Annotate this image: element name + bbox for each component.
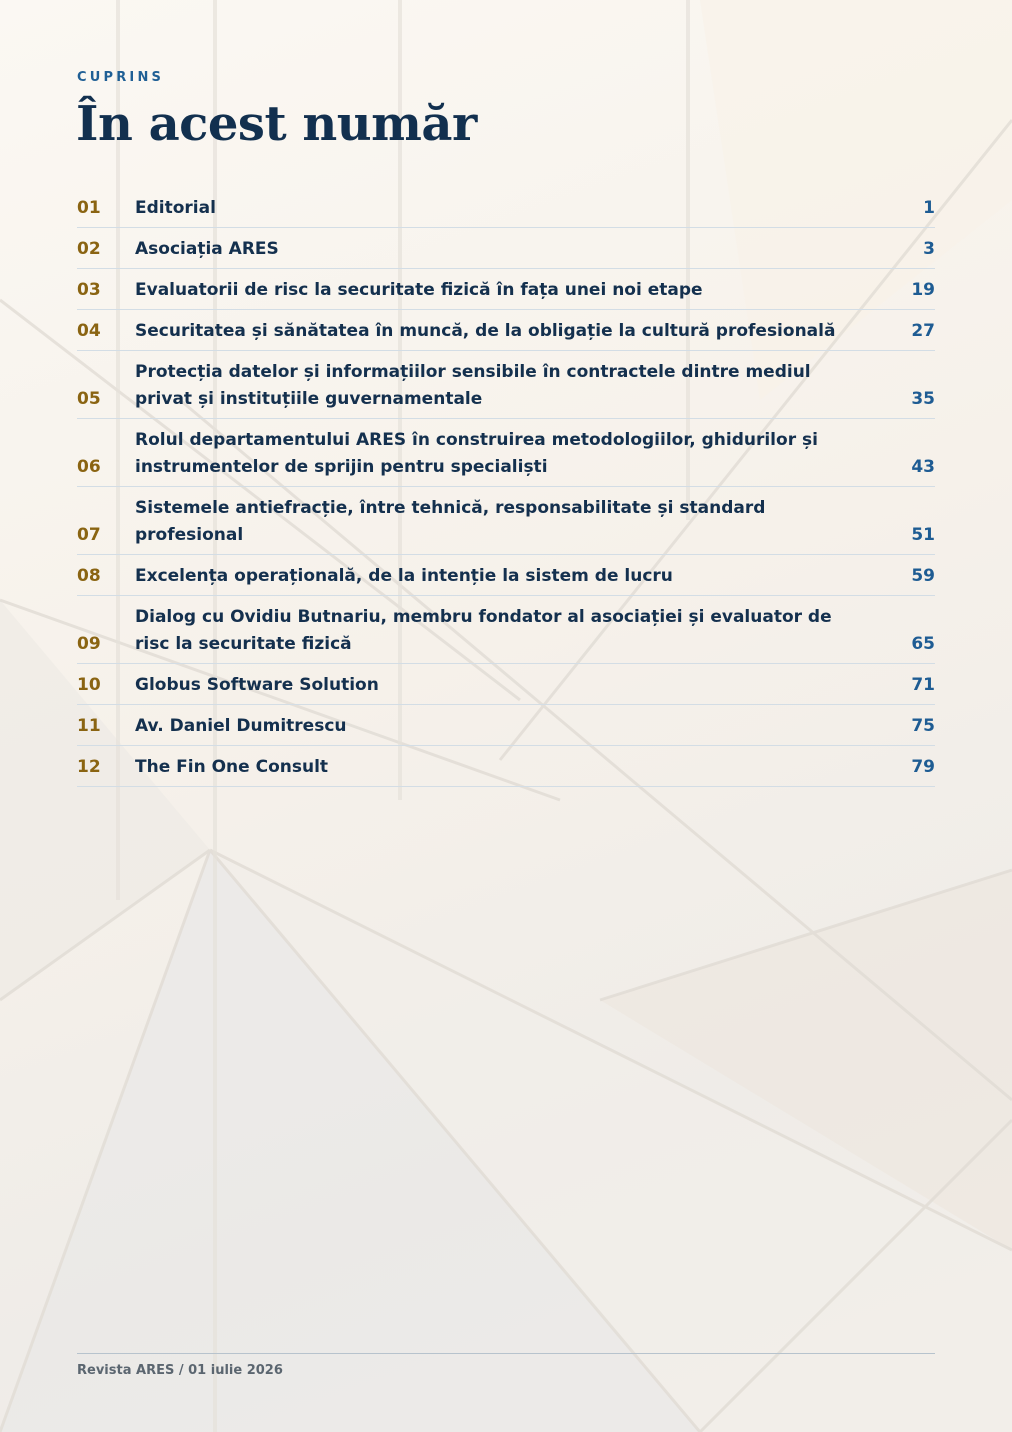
- toc-number: 07: [77, 525, 101, 545]
- toc-row[interactable]: [77, 228, 935, 269]
- toc-number: 10: [77, 675, 101, 695]
- toc-page-number: 79: [911, 757, 935, 777]
- toc-row[interactable]: [77, 419, 935, 487]
- toc-page-number: 51: [911, 525, 935, 545]
- toc-title: Protecția datelor și informațiilor sensibile în contractele dintre mediul privat și instituțiile guvernamentale: [135, 362, 811, 409]
- toc-number: 03: [77, 280, 101, 300]
- toc-row[interactable]: [77, 596, 935, 664]
- toc-number: 08: [77, 566, 101, 586]
- toc-number: 09: [77, 634, 101, 654]
- toc-page-number: 1: [923, 198, 935, 218]
- toc-number: 11: [77, 716, 101, 736]
- toc-page-number: 75: [911, 716, 935, 736]
- footer-text: Revista ARES / 01 iulie 2026: [77, 1363, 283, 1378]
- toc-row[interactable]: [77, 555, 935, 596]
- toc-row[interactable]: [77, 269, 935, 310]
- toc-page-number: 27: [911, 321, 935, 341]
- page-title: În acest număr: [76, 96, 477, 152]
- toc-page-number: 59: [911, 566, 935, 586]
- toc-number: 06: [77, 457, 101, 477]
- footer-divider: [77, 1353, 935, 1354]
- toc-title: Dialog cu Ovidiu Butnariu, membru fondator al asociației și evaluator de risc la securitate fizică: [135, 607, 832, 654]
- toc-title: The Fin One Consult: [135, 757, 329, 777]
- toc-row[interactable]: [77, 310, 935, 351]
- toc-number: 04: [77, 321, 101, 341]
- toc-title: Rolul departamentului ARES în construirea metodologiilor, ghidurilor și instrumentelor de sprijin pentru specialiști: [135, 430, 818, 477]
- toc-title: Editorial: [135, 198, 216, 218]
- toc-title: Excelența operațională, de la intenție la sistem de lucru: [135, 566, 673, 586]
- toc-page-number: 19: [911, 280, 935, 300]
- toc-title: Av. Daniel Dumitrescu: [135, 716, 347, 736]
- toc-number: 01: [77, 198, 101, 218]
- toc-number: 02: [77, 239, 101, 259]
- section-kicker: CUPRINS: [77, 70, 165, 85]
- toc-row[interactable]: [77, 664, 935, 705]
- toc-row[interactable]: [77, 746, 935, 787]
- toc-title: Securitatea și sănătatea în muncă, de la obligație la cultură profesională: [135, 321, 836, 341]
- toc-row[interactable]: [77, 351, 935, 419]
- toc-title: Sistemele antiefracție, între tehnică, responsabilitate și standard profesional: [135, 498, 766, 545]
- table-of-contents: [77, 187, 935, 787]
- toc-row[interactable]: [77, 187, 935, 228]
- toc-page-number: 35: [911, 389, 935, 409]
- toc-number: 05: [77, 389, 101, 409]
- toc-row[interactable]: [77, 487, 935, 555]
- toc-title: Evaluatorii de risc la securitate fizică în fața unei noi etape: [135, 280, 703, 300]
- toc-page-number: 71: [911, 675, 935, 695]
- toc-page-number: 43: [911, 457, 935, 477]
- toc-page-number: 65: [911, 634, 935, 654]
- toc-row[interactable]: [77, 705, 935, 746]
- toc-number: 12: [77, 757, 101, 777]
- toc-title: Asociația ARES: [135, 239, 279, 259]
- toc-page-number: 3: [923, 239, 935, 259]
- toc-title: Globus Software Solution: [135, 675, 379, 695]
